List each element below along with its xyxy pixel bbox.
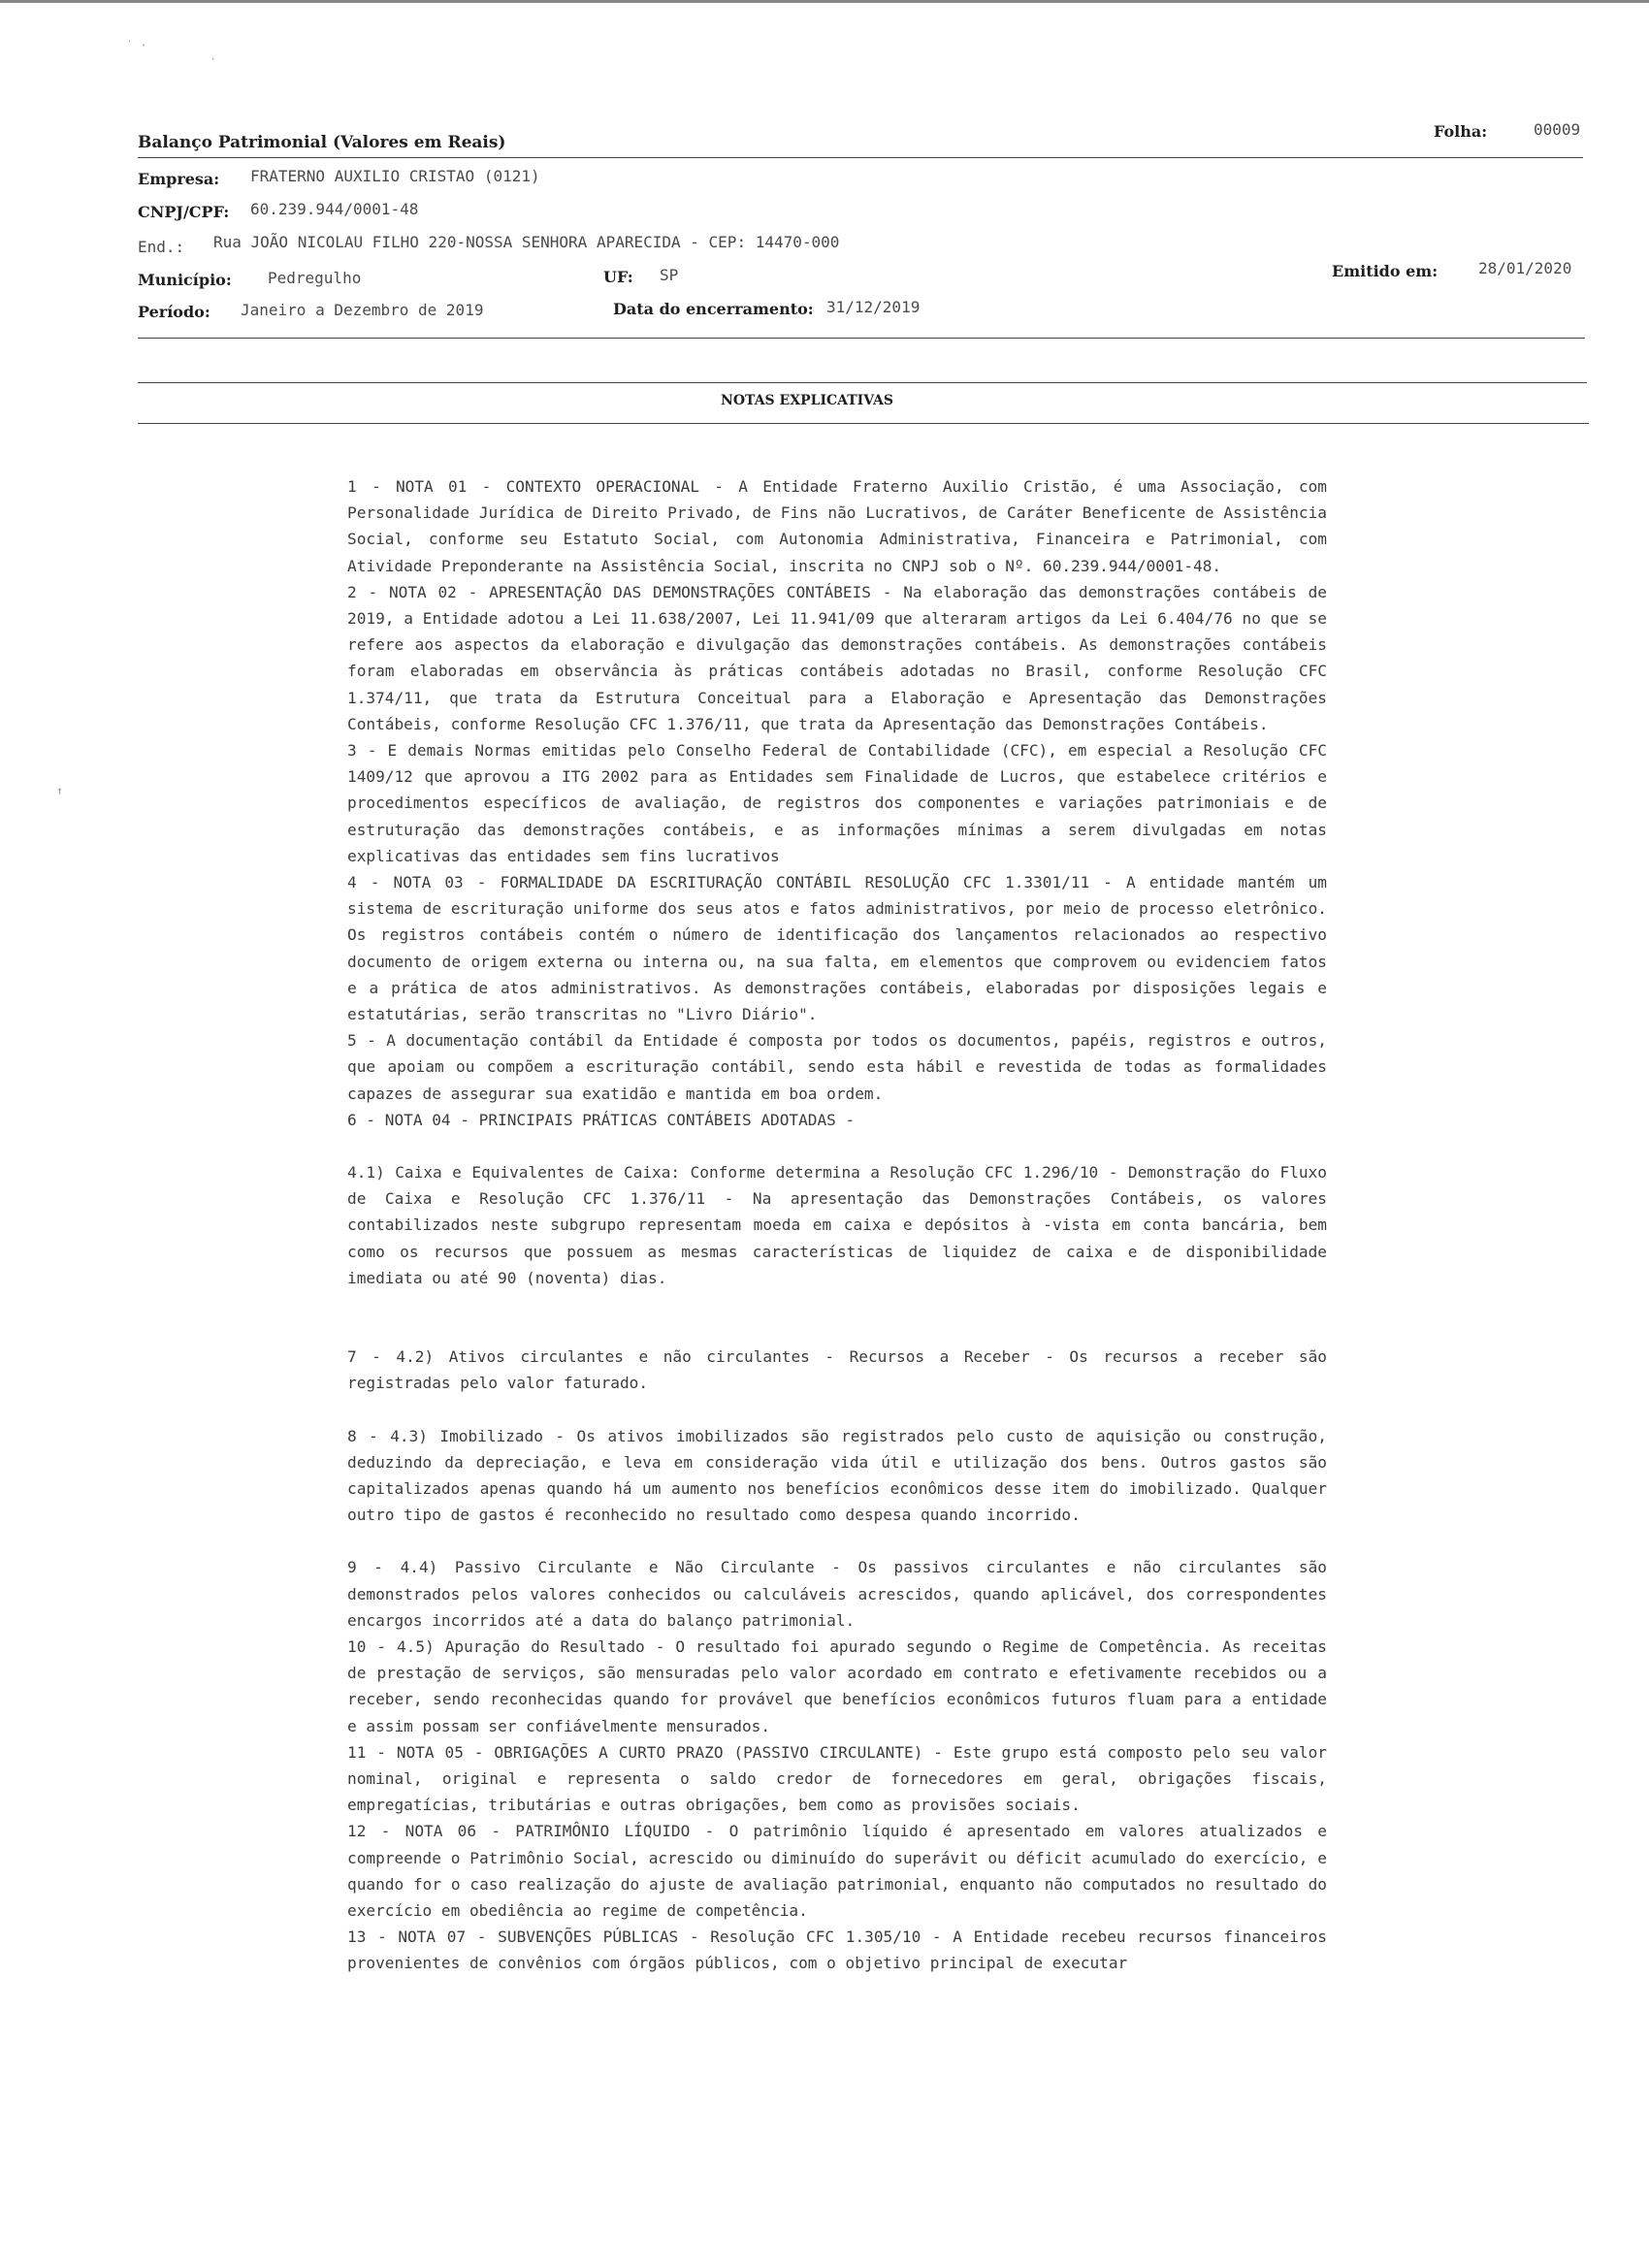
note-paragraph: 11 - NOTA 05 - OBRIGAÇÕES A CURTO PRAZO (PASSIVO CIRCULANTE) - Este grupo está composto pelo seu valor nominal, original e representa o saldo credor de fornecedores em geral, obrigações fiscais, empregatícias, tributárias e outras obrigações, bem como as provisões sociais.	[347, 1742, 1327, 1815]
note-paragraph: 1 - NOTA 01 - CONTEXTO OPERACIONAL - A Entidade Fraterno Auxilio Cristão, é uma Associação, com Personalidade Jurídica de Direito Privado, de Fins não Lucrativos, de Caráter Beneficente de Assistência Social, conforme seu Estatuto Social, com Autonomia Administrativa, Financeira e Patrimonial, com Atividade Preponderante na Assistência Social, inscrita no CNPJ sob o Nº. 60.239.944/0001-48.	[347, 477, 1327, 575]
end-label: End.:	[138, 238, 185, 256]
section-rule-top	[138, 382, 1587, 383]
note-paragraph: 4.1) Caixa e Equivalentes de Caixa: Conforme determina a Resolução CFC 1.296/10 - Demonstração do Fluxo de Caixa e Resolução CFC 1.376/11 - Na apresentação das Demonstrações Contábeis, os valores contabilizados neste subgrupo representam moeda em caixa e depósitos à -vista em conta bancária, bem como os recursos que possuem as mesmas características de liquidez de caixa e de disponibilidade imediata ou até 90 (noventa) dias.	[347, 1163, 1327, 1287]
note-paragraph: 12 - NOTA 06 - PATRIMÔNIO LÍQUIDO - O patrimônio líquido é apresentado em valores atualizados e compreende o Patrimônio Social, acrescido ou diminuído do superávit ou déficit acumulado do exercício, e quando for o caso realização do ajuste de avaliação patrimonial, enquanto não computados no resultado do exercício em obediência ao regime de competência.	[347, 1822, 1327, 1920]
folha-label: Folha:	[1434, 122, 1488, 141]
header-rule-top	[138, 157, 1583, 158]
section-title: NOTAS EXPLICATIVAS	[721, 393, 893, 408]
municipio-label: Município:	[138, 271, 232, 289]
uf-value: SP	[660, 266, 679, 284]
cnpj-value: 60.239.944/0001-48	[250, 200, 419, 218]
note-paragraph: 9 - 4.4) Passivo Circulante e Não Circulante - Os passivos circulantes e não circulantes são demonstrados pelos valores conhecidos ou calculáveis acrescidos, quando aplicável, dos correspondentes encargos incorridos até a data do balanço patrimonial.	[347, 1558, 1327, 1630]
uf-label: UF:	[603, 268, 633, 286]
header-rule-bottom	[138, 338, 1585, 339]
periodo-label: Período:	[138, 303, 210, 321]
note-paragraph: 8 - 4.3) Imobilizado - Os ativos imobilizados são registrados pelo custo de aquisição ou construção, deduzindo da depreciação, e leva em consideração vida útil e utilização dos bens. Outros gastos são capitalizados apenas quando há um aumento nos benefícios econômicos desse item do imobilizado. Qualquer outro tipo de gastos é reconhecido no resultado como despesa quando incorrido.	[347, 1426, 1327, 1525]
encerramento-value: 31/12/2019	[826, 298, 921, 316]
empresa-label: Empresa:	[138, 170, 220, 188]
note-paragraph: 10 - 4.5) Apuração do Resultado - O resultado foi apurado segundo o Regime de Competência. As receitas de prestação de serviços, são mensuradas pelo valor acordado em contrato e efetivamente recebidos ou a receber, sendo reconhecidas quando for provável que benefícios econômicos futuros fluam para a entidade e assim possam ser confiávelmente mensurados.	[347, 1636, 1327, 1735]
notes-body	[347, 473, 1327, 1977]
empresa-value: FRATERNO AUXILIO CRISTAO (0121)	[250, 167, 540, 185]
end-value: Rua JOÃO NICOLAU FILHO 220-NOSSA SENHORA APARECIDA - CEP: 14470-000	[213, 233, 840, 251]
emitido-label: Emitido em:	[1332, 262, 1439, 280]
note-paragraph: 4 - NOTA 03 - FORMALIDADE DA ESCRITURAÇÃO CONTÁBIL RESOLUÇÃO CFC 1.3301/11 - A entidade mantém um sistema de escrituração uniforme dos seus atos e fatos administrativos, por meio de processo eletrônico. Os registros contábeis contém o número de identificação dos lançamentos relacionados ao respectivo documento de origem externa ou interna ou, na sua falta, em elementos que comprovem ou evidenciem fatos e a prática de atos administrativos. As demonstrações contábeis, elaboradas por disposições legais e estatutárias, serão transcritas no "Livro Diário".	[347, 873, 1327, 1024]
folha-value: 00009	[1534, 120, 1581, 139]
note-paragraph: 3 - E demais Normas emitidas pelo Conselho Federal de Contabilidade (CFC), em especial a Resolução CFC 1409/12 que aprovou a ITG 2002 para as Entidades sem Finalidade de Lucros, que estabelece critérios e procedimentos específicos de avaliação, de registros dos componentes e variações patrimoniais e de estruturação das demonstrações contábeis, e as informações mínimas a serem divulgadas em notas explicativas das entidades sem fins lucrativos	[347, 741, 1327, 865]
municipio-value: Pedregulho	[268, 269, 362, 287]
note-paragraph: 7 - 4.2) Ativos circulantes e não circulantes - Recursos a Receber - Os recursos a receber são registradas pelo valor faturado.	[347, 1347, 1327, 1393]
encerramento-label: Data do encerramento:	[613, 300, 814, 318]
section-rule-bottom	[138, 423, 1589, 424]
note-paragraph: 13 - NOTA 07 - SUBVENÇÕES PÚBLICAS - Resolução CFC 1.305/10 - A Entidade recebeu recursos financeiros provenientes de convênios com órgãos públicos, com o objetivo principal de executar	[347, 1928, 1327, 1973]
cnpj-label: CNPJ/CPF:	[138, 203, 230, 221]
report-title: Balanço Patrimonial (Valores em Reais)	[138, 133, 506, 152]
page-top-edge	[0, 0, 1649, 3]
note-paragraph: 6 - NOTA 04 - PRINCIPAIS PRÁTICAS CONTÁBEIS ADOTADAS -	[347, 1110, 856, 1129]
emitido-value: 28/01/2020	[1478, 259, 1572, 277]
scan-speck: ↑	[56, 784, 64, 797]
note-paragraph: 2 - NOTA 02 - APRESENTAÇÃO DAS DEMONSTRAÇÕES CONTÁBEIS - Na elaboração das demonstrações contábeis de 2019, a Entidade adotou a Lei 11.638/2007, Lei 11.941/09 que alteraram artigos da Lei 6.404/76 no que se refere aos aspectos da elaboração e divulgação das demonstrações contábeis. As demonstrações contábeis foram elaboradas em observância às práticas contábeis adotadas no Brasil, conforme Resolução CFC 1.374/11, que trata da Estrutura Conceitual para a Elaboração e Apresentação das Demonstrações Contábeis, conforme Resolução CFC 1.376/11, que trata da Apresentação das Demonstrações Contábeis.	[347, 582, 1327, 733]
note-paragraph: 5 - A documentação contábil da Entidade é composta por todos os documentos, papéis, registros e outros, que apoiam ou compõem a escrituração contábil, sendo esta hábil e revestida de todas as formalidades capazes de assegurar sua exatidão e mantida em boa ordem.	[347, 1031, 1327, 1103]
scan-speck: ˙ ·	[126, 39, 147, 52]
scan-speck: ⸱	[211, 52, 215, 66]
periodo-value: Janeiro a Dezembro de 2019	[241, 301, 484, 319]
